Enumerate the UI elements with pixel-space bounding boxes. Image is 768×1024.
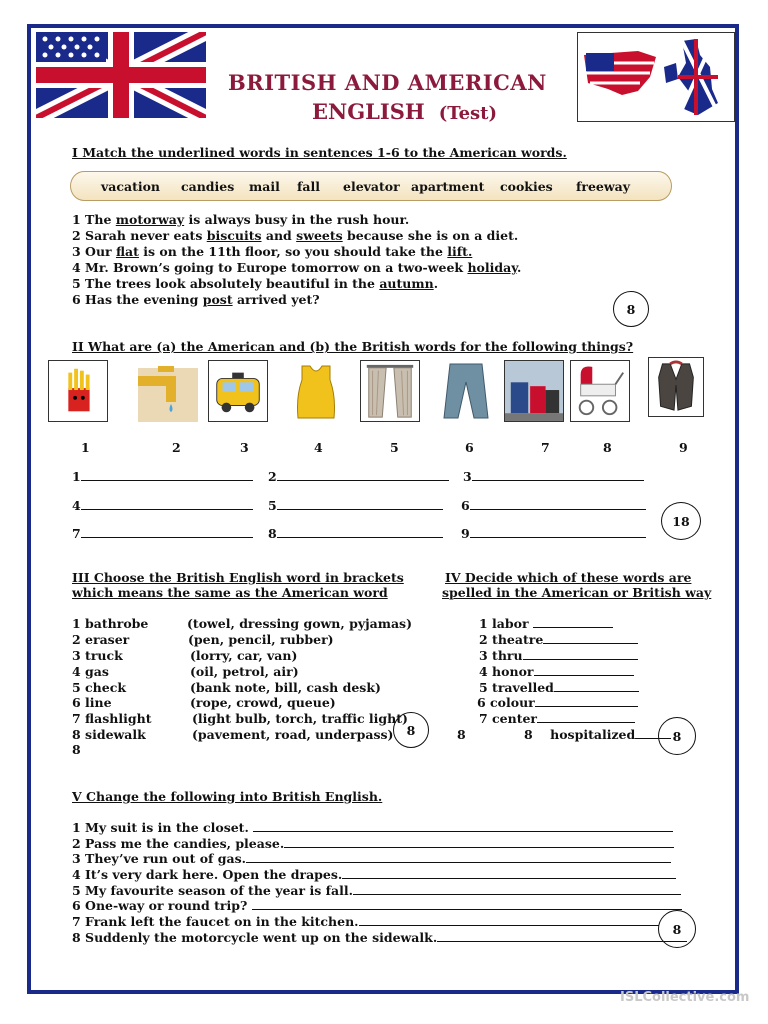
s4-item[interactable]: 3 thru — [479, 648, 638, 663]
sentence-6: 6 Has the evening post arrived yet? — [72, 292, 320, 307]
s3-word: 4 gas — [72, 664, 109, 679]
s4-item[interactable]: 2 theatre — [479, 632, 638, 647]
section1-heading: I Match the underlined words in sentences 1-6 to the American words. — [72, 145, 567, 160]
title-line-2 — [312, 99, 497, 124]
s5-item[interactable]: 1 My suit is in the closet. — [72, 820, 673, 835]
sentence-2: 2 Sarah never eats biscuits and sweets because she is on a diet. — [72, 228, 519, 243]
word-bank-item: fall — [297, 179, 320, 194]
s3-trailing: 8 — [72, 742, 81, 757]
picture-number: 4 — [314, 440, 323, 455]
section3-heading-2: which means the same as the American word — [72, 585, 388, 600]
s3-word: 6 line — [72, 695, 112, 710]
title-line-1: BRITISH AND AMERICAN — [228, 70, 547, 95]
title-test: (Test) — [438, 103, 497, 124]
answer-blank-4[interactable]: 4 — [72, 498, 253, 513]
word-bank — [70, 171, 672, 201]
s3-word: 3 truck — [72, 648, 123, 663]
score-circle: 8 — [658, 717, 696, 755]
s3-options: (bank note, bill, cash desk) — [190, 680, 381, 695]
word-bank-item: cookies — [500, 179, 553, 194]
answer-blank-7[interactable]: 7 — [72, 526, 253, 541]
answer-blank-3[interactable]: 3 — [463, 469, 644, 484]
us-uk-map-image — [577, 32, 735, 122]
picture-number: 9 — [679, 440, 688, 455]
title-english: ENGLISH — [312, 99, 425, 124]
s5-item[interactable]: 4 It’s very dark here. Open the drapes. — [72, 867, 676, 882]
s5-item[interactable]: 2 Pass me the candies, please. — [72, 836, 674, 851]
picture-number: 7 — [541, 440, 550, 455]
curtains-picture — [360, 360, 420, 422]
picture-number: 3 — [240, 440, 249, 455]
s3-word: 2 eraser — [72, 632, 130, 647]
s3-options: (pen, pencil, rubber) — [188, 632, 334, 647]
s3-options: (pavement, road, underpass) — [192, 727, 394, 742]
answer-blank-8[interactable]: 8 — [268, 526, 443, 541]
word-bank-item: elevator — [343, 179, 400, 194]
s5-item[interactable]: 8 Suddenly the motorcycle went up on the sidewalk. — [72, 930, 687, 945]
s5-item[interactable]: 6 One-way or round trip? — [72, 898, 682, 913]
answer-blank-1[interactable]: 1 — [72, 469, 253, 484]
section4-heading-2: spelled in the American or British way — [442, 585, 712, 600]
s4-item[interactable]: 4 honor — [479, 664, 634, 679]
tap-picture — [138, 360, 198, 422]
picture-number: 2 — [172, 440, 181, 455]
score-circle: 8 — [658, 910, 696, 948]
s4-item[interactable]: 7 center — [479, 711, 635, 726]
picture-number: 5 — [390, 440, 399, 455]
s3-options: (oil, petrol, air) — [190, 664, 299, 679]
s4-number: 8 — [457, 727, 466, 742]
answer-blank-5[interactable]: 5 — [268, 498, 443, 513]
word-bank-item: mail — [249, 179, 280, 194]
section3-heading-1: III Choose the British English word in brackets — [72, 570, 404, 585]
taxi-picture — [208, 360, 268, 422]
trousers-picture — [436, 360, 496, 422]
pram-picture — [570, 360, 630, 422]
fries-picture — [48, 360, 108, 422]
s3-options: (light bulb, torch, traffic light) — [192, 711, 408, 726]
s3-options: (rope, crowd, queue) — [190, 695, 336, 710]
picture-number: 8 — [603, 440, 612, 455]
s3-word: 7 flashlight — [72, 711, 152, 726]
score-circle: 8 — [393, 712, 429, 748]
sentence-3: 3 Our flat is on the 11th floor, so you should take the lift. — [72, 244, 473, 259]
s3-word: 5 check — [72, 680, 126, 695]
s4-item[interactable]: 6 colour — [477, 695, 638, 710]
sentence-4: 4 Mr. Brown’s going to Europe tomorrow on a two-week holiday. — [72, 260, 522, 275]
answer-blank-9[interactable]: 9 — [461, 526, 646, 541]
sentence-5: 5 The trees look absolutely beautiful in the autumn. — [72, 276, 439, 291]
picture-number: 6 — [465, 440, 474, 455]
s4-item[interactable]: 1 labor — [479, 616, 613, 631]
waistcoat-picture — [648, 357, 704, 417]
sentence-1: 1 The motorway is always busy in the rush hour. — [72, 212, 410, 227]
s3-options: (towel, dressing gown, pyjamas) — [187, 616, 413, 631]
section2-heading: II What are (a) the American and (b) the British words for the following things? — [72, 339, 634, 354]
s5-item[interactable]: 3 They’ve run out of gas. — [72, 851, 671, 866]
answer-blank-6[interactable]: 6 — [461, 498, 646, 513]
uk-us-flag-image — [36, 32, 206, 118]
word-bank-item: candies — [181, 179, 235, 194]
word-bank-item: apartment — [411, 179, 485, 194]
s3-word: 8 sidewalk — [72, 727, 146, 742]
score-circle: 8 — [613, 291, 649, 327]
s5-item[interactable]: 7 Frank left the faucet on in the kitchen. — [72, 914, 659, 929]
word-bank-item: vacation — [101, 179, 161, 194]
word-bank-item: freeway — [576, 179, 630, 194]
vest-picture — [286, 360, 346, 422]
picture-number: 1 — [81, 440, 90, 455]
s5-item[interactable]: 5 My favourite season of the year is fall. — [72, 883, 681, 898]
section4-heading-1: IV Decide which of these words are — [445, 570, 692, 585]
s4-item[interactable]: 5 travelled — [479, 680, 639, 695]
s3-options: (lorry, car, van) — [190, 648, 298, 663]
s3-word: 1 bathrobe — [72, 616, 149, 631]
watermark: ISLCollective.com — [620, 990, 750, 1005]
answer-blank-2[interactable]: 2 — [268, 469, 449, 484]
score-circle: 18 — [661, 502, 701, 540]
section5-heading: V Change the following into British English. — [72, 789, 383, 804]
s4-item[interactable]: 8 hospitalized — [524, 727, 671, 742]
luggage-picture — [504, 360, 564, 422]
